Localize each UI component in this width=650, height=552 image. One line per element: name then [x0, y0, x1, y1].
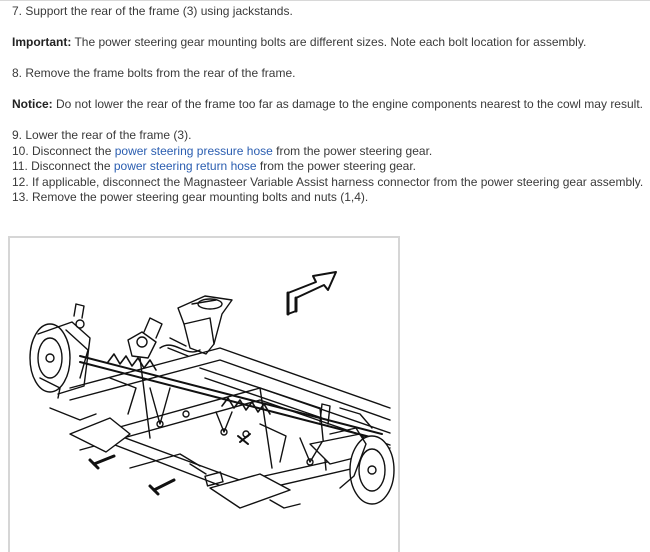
- step-8: 8. Remove the frame bolts from the rear of the frame.: [12, 66, 296, 80]
- step-12: 12. If applicable, disconnect the Magnasteer Variable Assist harness connector from the power steering gear assembly.: [12, 175, 644, 189]
- step-7: 7. Support the rear of the frame (3) using jackstands.: [12, 4, 293, 18]
- important-label: Important:: [12, 35, 72, 49]
- notice-note: [12, 97, 643, 112]
- frame-illustration: [10, 238, 398, 552]
- step-10: [12, 144, 432, 159]
- notice-text: Do not lower the rear of the frame too far as damage to the engine components nearest to the cowl may result.: [52, 97, 643, 111]
- left-wheel-hub: [30, 304, 90, 398]
- return-hose-link[interactable]: power steering return hose: [113, 159, 257, 173]
- step-11-prefix: 11. Disconnect the: [12, 159, 114, 173]
- step-13: 13. Remove the power steering gear mounting bolts and nuts (1,4).: [12, 190, 369, 204]
- pressure-hose-link[interactable]: power steering pressure hose: [114, 144, 273, 158]
- step-11-suffix: from the power steering gear.: [256, 159, 417, 173]
- steering-gear-diagram: [8, 236, 400, 552]
- top-divider: [0, 0, 650, 1]
- step-10-prefix: 10. Disconnect the: [12, 144, 115, 158]
- important-text: The power steering gear mounting bolts are different sizes. Note each bolt location for assembly.: [71, 35, 587, 49]
- direction-arrow-icon: [288, 272, 336, 314]
- notice-label: Notice:: [12, 97, 53, 111]
- step-11: [12, 159, 416, 174]
- important-note: [12, 35, 586, 50]
- step-9: 9. Lower the rear of the frame (3).: [12, 128, 192, 142]
- step-10-suffix: from the power steering gear.: [272, 144, 433, 158]
